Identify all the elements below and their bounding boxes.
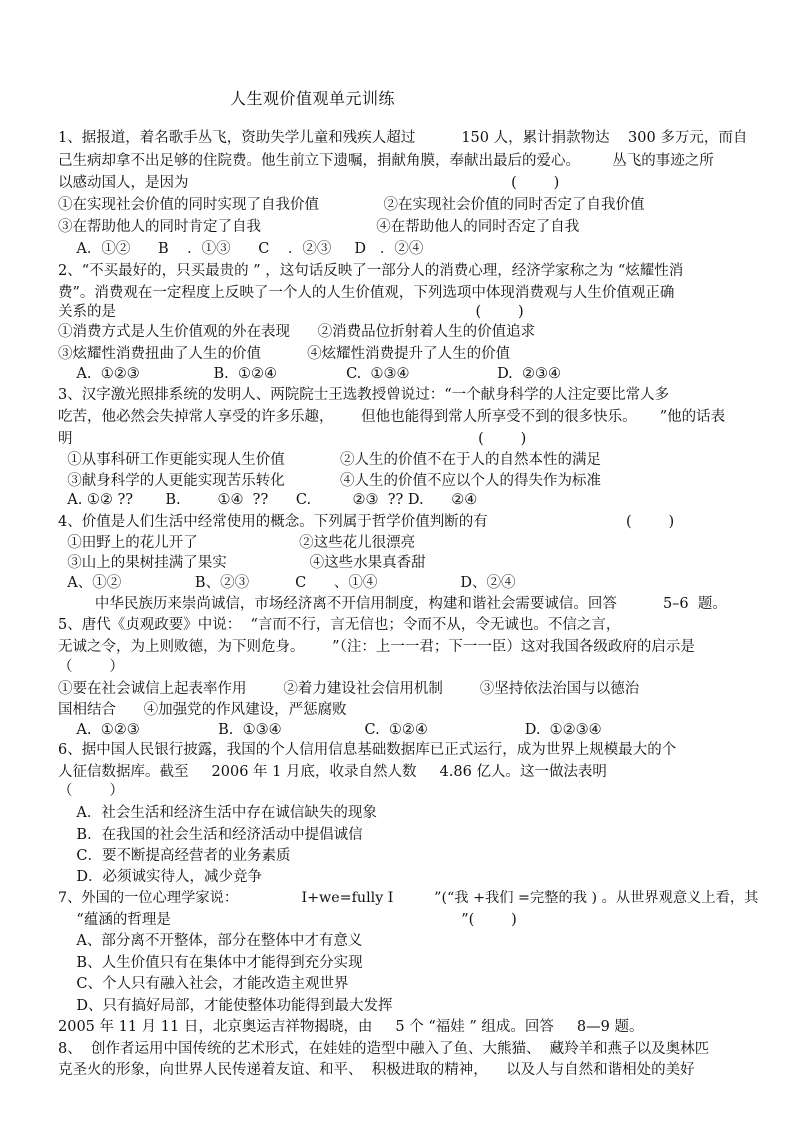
text-line-28: 国相结合 ④加强党的作风建设，严惩腐败 (58, 702, 347, 718)
text-line-2: 己生病却拿不出足够的住院费。他生前立下遗嘱，捐献角膜，奉献出最后的爱心。 丛飞的事迹之所 (58, 153, 714, 169)
text-line-11: ③炫耀性消费扭曲了人生的价值 ④炫耀性消费提升了人生的价值 (58, 346, 511, 362)
text-line-13: 3、汉字激光照排系统的发明人、两院院士王选教授曾说过：“一个献身科学的人注定要比常人多 (58, 387, 670, 403)
text-line-39: A、部分离不开整体，部分在整体中才有意义 (58, 933, 363, 949)
text-line-4: ①在实现社会价值的同时实现了自我价值 ②在实现社会价值的同时否定了自我价值 (58, 197, 645, 213)
text-line-5: ③在帮助他人的同时肯定了自我 ④在帮助他人的同时否定了自我 (58, 219, 580, 235)
text-line-41: C、个人只有融入社会，才能改造主观世界 (58, 976, 349, 992)
text-line-10: ①消费方式是人生价值观的外在表现 ②消费品位折射着人生的价值追求 (58, 324, 536, 340)
text-line-27: ①要在社会诚信上起表率作用 ②着力建设社会信用机制 ③坚持依法治国与以德治 (58, 681, 640, 697)
text-line-25: 无诚之令，为上则败德，为下则危身。 ”（注：上一一君；下一一臣）这对我国各级政府的启示是 (58, 639, 695, 655)
text-line-23: 中华民族历来崇尚诚信，市场经济离不开信用制度，构建和谐社会需要诚信。回答 5–6 题。 (58, 596, 727, 612)
text-line-3: 以感动国人，是因为 ( ) (58, 175, 560, 191)
text-line-20: ①田野上的花儿开了 ②这些花儿很漂亮 (58, 535, 416, 551)
text-line-15: 明 ( ) (58, 431, 527, 447)
text-line-42: D、只有搞好局部，才能使整体功能得到最大发挥 (58, 998, 393, 1014)
text-line-14: 吃苦，他必然会失掉常人享受的许多乐趣， 但他也能得到常人所享受不到的很多快乐。 ”他的话表 (58, 409, 726, 425)
text-line-12: A. ①②③ B. ①②④ C. ①③④ D. ②③④ (58, 366, 562, 382)
text-line-22: A、①② B、②③ C 、①④ D、②④ (58, 575, 516, 591)
text-line-40: B、人生价值只有在集体中才能得到充分实现 (58, 955, 363, 971)
text-line-36: D．必须诚实待人，减少竞争 (58, 869, 263, 885)
page-title: 人生观价值观单元训练 (230, 89, 396, 108)
text-line-43: 2005 年 11 月 11 日，北京奥运吉祥物揭晓，由 5 个 “福娃 ” 组成。回答 8—9 题。 (58, 1019, 644, 1035)
text-line-37: 7、外国的一位心理学家说： I+we=fully I ”(“我 +我们 =完整的我 ) 。从世界观意义上看，其 (58, 890, 759, 906)
text-line-38: “蕴涵的哲理是 ”( ) (58, 912, 517, 928)
text-line-17: ③献身科学的人更能实现苦乐转化 ④人生的价值不应以个人的得失作为标准 (58, 473, 602, 489)
text-line-29: A. ①②③ B. ①③④ C. ①②④ D. ①②③④ (58, 722, 602, 738)
text-line-16: ①从事科研工作更能实现人生价值 ②人生的价值不在于人的自然本性的满足 (58, 452, 602, 468)
text-line-24: 5、唐代《贞观政要》中说： “言而不行，言无信也；令而不从，令无诚也。不信之言， (58, 617, 621, 633)
text-line-26: （ ） (58, 659, 124, 675)
text-line-35: C．要不断提高经营者的业务素质 (58, 848, 291, 864)
text-line-21: ③山上的果树挂满了果实 ④这些水果真香甜 (58, 555, 426, 571)
text-line-19: 4、价值是人们生活中经常使用的概念。下列属于哲学价值判断的有 ( ) (58, 514, 675, 530)
text-line-32: （ ） (58, 783, 124, 799)
text-line-6: A．①② B ．①③ C ．②③ D ．②④ (58, 241, 424, 257)
text-line-31: 人征信数据库。截至 2006 年 1 月底，收录自然人数 4.86 亿人。这一做法表明 (58, 764, 607, 780)
text-line-18: A. ①② ?? B. ①④ ?? C. ②③ ?? D. ②④ (58, 492, 478, 508)
text-line-9: 关系的是 ( ) (58, 304, 524, 320)
text-line-30: 6、据中国人民银行披露，我国的个人信用信息基础数据库已正式运行，成为世界上规模最大的个 (58, 742, 677, 758)
text-line-45: 克圣火的形象，向世界人民传递着友谊、和平、 积极进取的精神， 以及人与自然和谐相处的美好 (58, 1062, 695, 1078)
text-line-1: 1、据报道，着名歌手丛飞，资助失学儿童和残疾人超过 150 人，累计捐款物达 300 多万元，而自 (58, 130, 748, 146)
text-line-44: 8、 创作者运用中国传统的艺术形式，在娃娃的造型中融入了鱼、大熊猫、 藏羚羊和燕子以及奥林匹 (58, 1041, 710, 1057)
text-line-34: B．在我国的社会生活和经济活动中提倡诚信 (58, 827, 363, 843)
text-line-33: A．社会生活和经济生活中存在诚信缺失的现象 (58, 805, 377, 821)
text-line-7: 2、“不买最好的，只买最贵的 ” ，这句话反映了一部分人的消费心理，经济学家称之为 “炫耀性消 (58, 263, 684, 279)
text-line-8: 费”。消费观在一定程度上反映了一个人的人生价值观，下列选项中体现消费观与人生价值观正确 (58, 285, 675, 301)
